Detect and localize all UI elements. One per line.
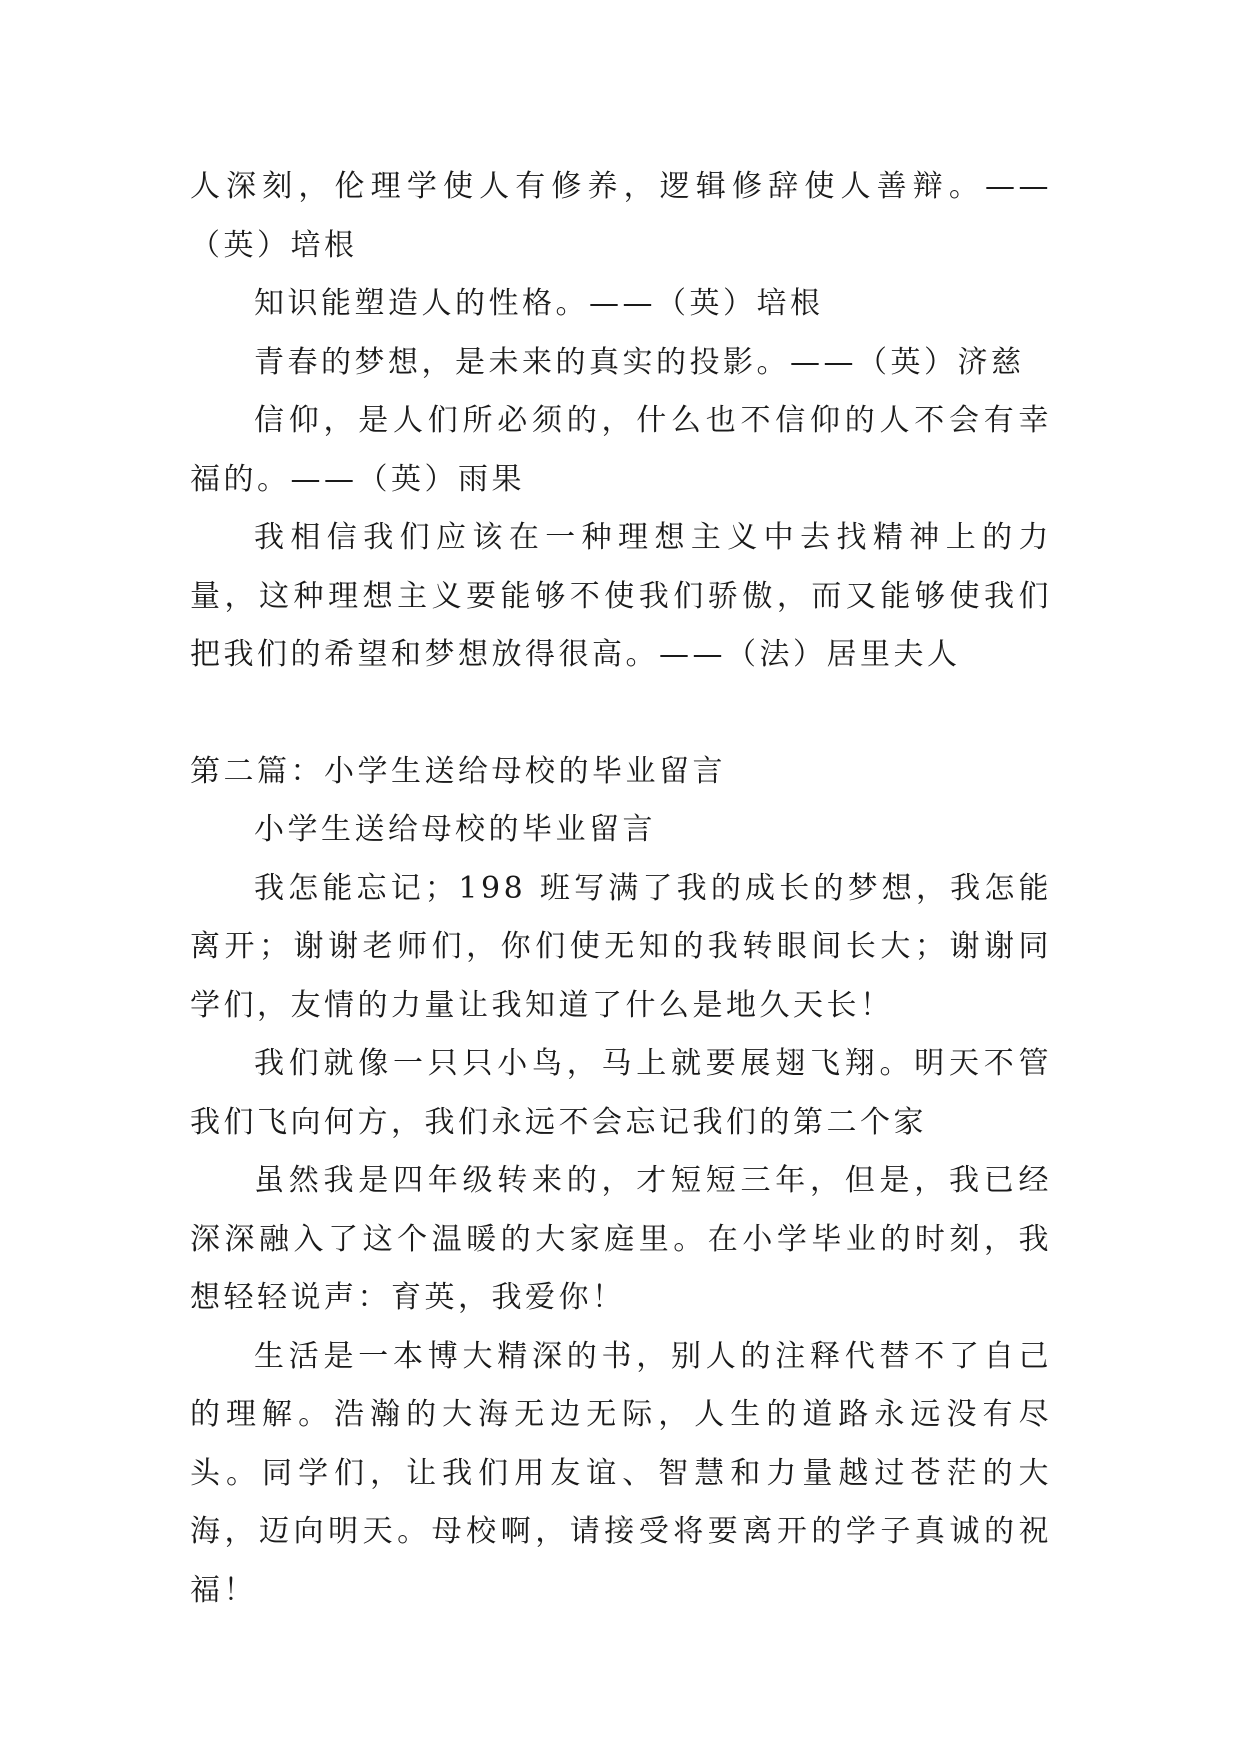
quote-hugo: 信仰，是人们所必须的，什么也不信仰的人不会有幸福的。——（英）雨果 xyxy=(190,403,1052,497)
quote-bacon-knowledge: 知识能塑造人的性格。——（英）培根 xyxy=(254,286,824,321)
quote-bacon-study: 人深刻，伦理学使人有修养，逻辑修辞使人善辩。——（英）培根 xyxy=(190,169,1052,263)
section-heading: 第二篇：小学生送给母校的毕业留言 xyxy=(190,753,726,789)
section-spacer xyxy=(190,685,1052,743)
paragraph-life-book: 生活是一本博大精深的书，别人的注释代替不了自己的理解。浩瀚的大海无边无际，人生的道路永远没有尽头。同学们，让我们用友谊、智慧和力量越过苍茫的大海，迈向明天。母校啊，请接受将要离开的学子真诚的祝福！ xyxy=(190,1338,1052,1608)
section-subtitle: 小学生送给母校的毕业留言 xyxy=(254,812,656,847)
paragraph-little-birds: 我们就像一只只小鸟，马上就要展翅飞翔。明天不管我们飞向何方，我们永远不会忘记我们的第二个家 xyxy=(190,1046,1052,1140)
document-body xyxy=(190,158,1052,1620)
paragraph-memories: 我怎能忘记；198 班写满了我的成长的梦想，我怎能离开；谢谢老师们，你们使无知的我转眼间长大；谢谢同学们，友情的力量让我知道了什么是地久天长！ xyxy=(190,870,1052,1023)
paragraph-fourth-grade: 虽然我是四年级转来的，才短短三年，但是，我已经深深融入了这个温暖的大家庭里。在小学毕业的时刻，我想轻轻说声：育英，我爱你！ xyxy=(190,1163,1052,1315)
quote-curie: 我相信我们应该在一种理想主义中去找精神上的力量，这种理想主义要能够不使我们骄傲，而又能够使我们把我们的希望和梦想放得很高。——（法）居里夫人 xyxy=(190,520,1052,672)
quote-keats: 青春的梦想，是未来的真实的投影。——（英）济慈 xyxy=(254,344,1025,380)
